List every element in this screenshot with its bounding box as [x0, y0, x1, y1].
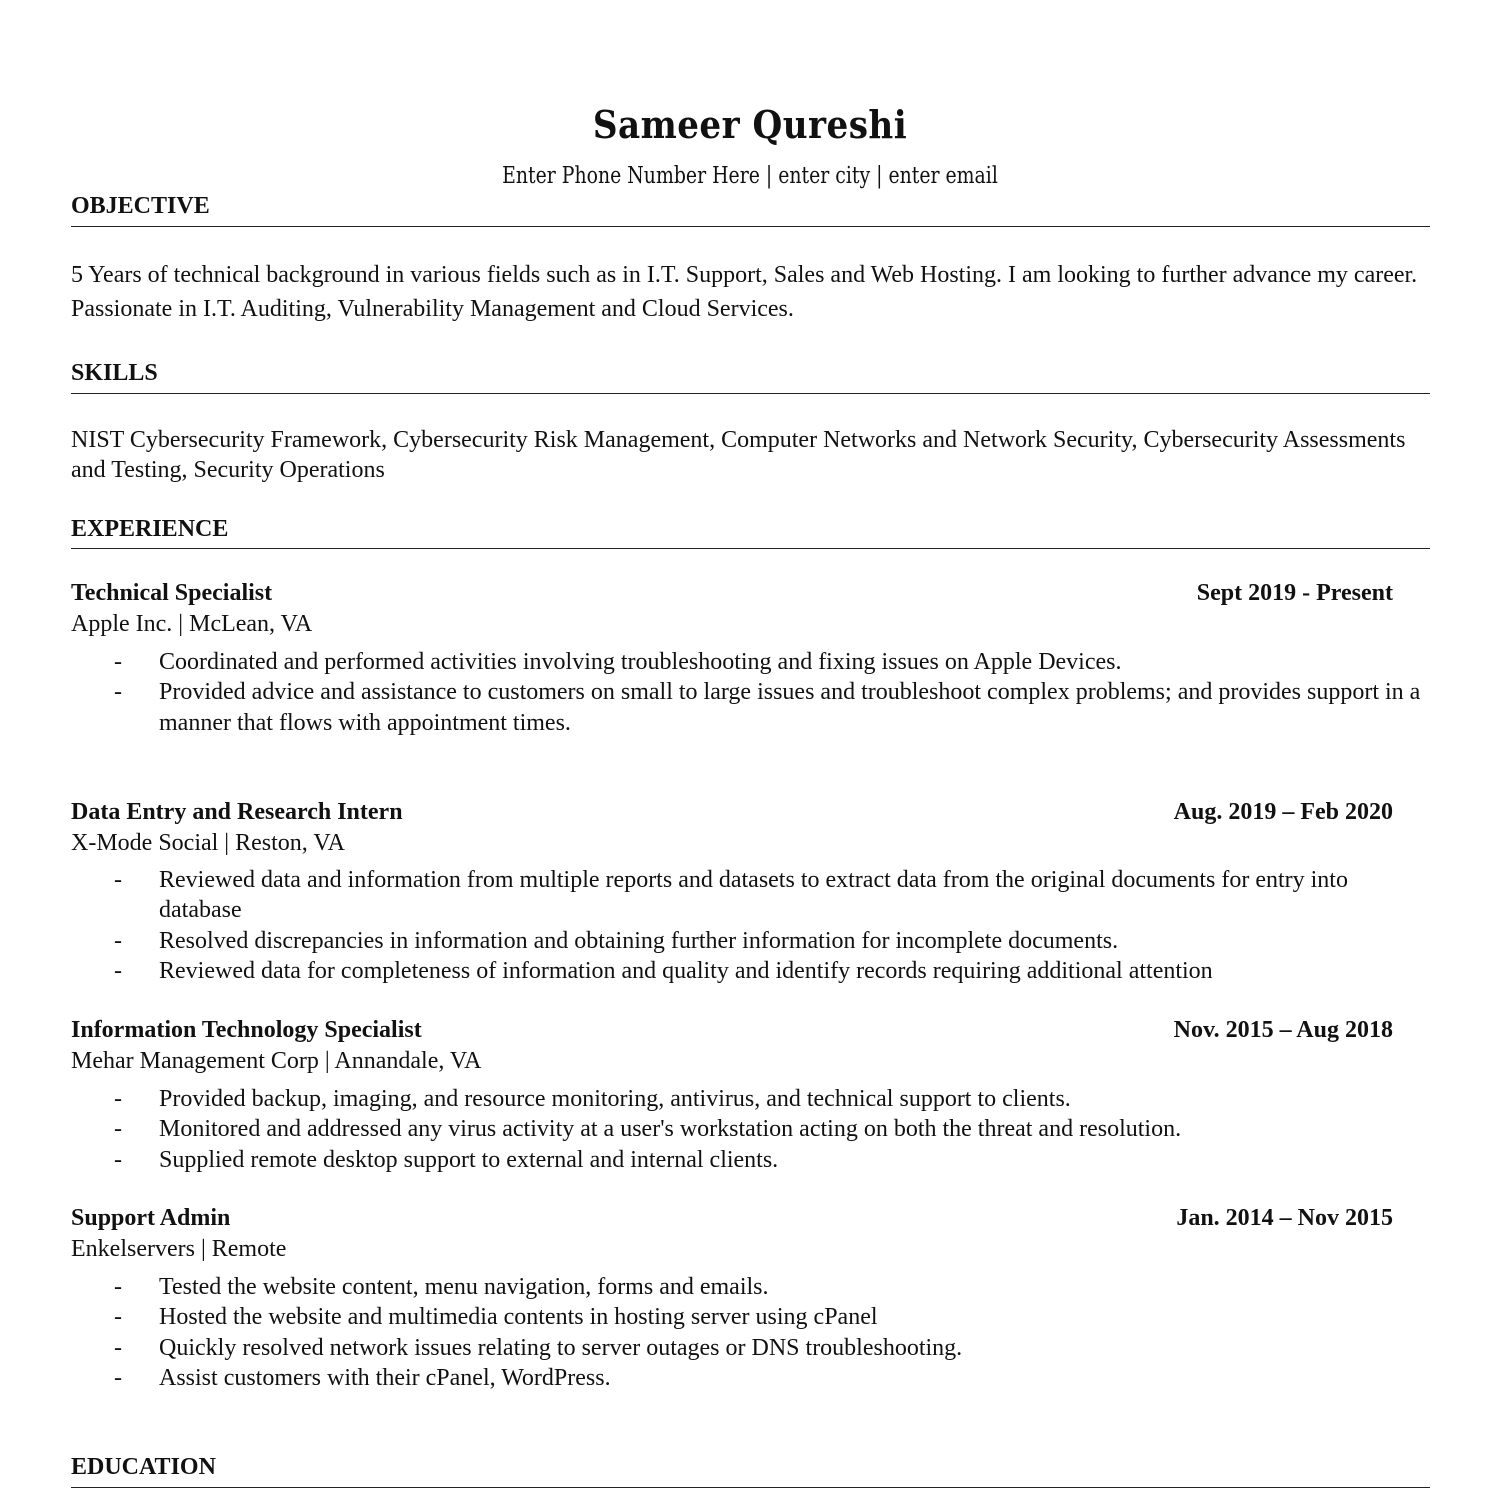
skills-heading: SKILLS	[71, 360, 158, 386]
list-item: - Reviewed data for completeness of information and quality and identify records requiring additional attention	[114, 957, 1213, 984]
education-divider	[71, 1487, 1430, 1488]
experience-heading: EXPERIENCE	[71, 516, 229, 542]
job-title: Technical Specialist	[71, 580, 273, 606]
experience-divider	[71, 548, 1430, 549]
contact-line: Enter Phone Number Here | enter city | enter email	[502, 163, 998, 189]
objective-divider	[71, 226, 1430, 227]
education-heading: EDUCATION	[71, 1454, 216, 1480]
skills-divider	[71, 393, 1430, 394]
job-bullets	[114, 647, 1424, 738]
skills-text: NIST Cybersecurity Framework, Cybersecurity Risk Management, Computer Networks and Network Security, Cybersecurity Assessments and Testing, Security Operations	[71, 427, 1406, 483]
job-dates: Jan. 2014 – Nov 2015	[1176, 1205, 1393, 1231]
job-company: X-Mode Social | Reston, VA	[71, 830, 345, 856]
job-title: Data Entry and Research Intern	[71, 799, 403, 825]
job-company: Enkelservers | Remote	[71, 1236, 287, 1262]
list-item: - Assist customers with their cPanel, WordPress.	[114, 1364, 611, 1391]
job-bullets	[114, 1084, 1424, 1175]
list-item: - Tested the website content, menu navigation, forms and emails.	[114, 1274, 769, 1300]
job-dates: Aug. 2019 – Feb 2020	[1173, 799, 1393, 825]
list-item: - Reviewed data and information from multiple reports and datasets to extract data from the original documents for entry into database	[114, 867, 1348, 924]
job-company: Apple Inc. | McLean, VA	[71, 611, 313, 637]
list-item: - Quickly resolved network issues relating to server outages or DNS troubleshooting.	[114, 1334, 963, 1361]
job-title: Support Admin	[71, 1205, 231, 1231]
candidate-name: Sameer Qureshi	[592, 102, 908, 147]
job-dates: Nov. 2015 – Aug 2018	[1173, 1017, 1393, 1043]
job-company: Mehar Management Corp | Annandale, VA	[71, 1048, 482, 1074]
job-title: Information Technology Specialist	[71, 1017, 422, 1043]
job-dates: Sept 2019 - Present	[1196, 580, 1393, 606]
list-item: - Provided advice and assistance to customers on small to large issues and troubleshoot complex problems; and provides support in a manner that flows with appointment times.	[114, 679, 1421, 736]
list-item: - Provided backup, imaging, and resource monitoring, antivirus, and technical support to clients.	[114, 1086, 1071, 1112]
list-item: - Monitored and addressed any virus activity at a user's workstation acting on both the threat and resolution.	[114, 1116, 1182, 1143]
job-bullets	[114, 865, 1424, 986]
list-item: - Supplied remote desktop support to external and internal clients.	[114, 1146, 779, 1173]
job-bullets	[114, 1272, 1424, 1393]
list-item: - Hosted the website and multimedia contents in hosting server using cPanel	[114, 1304, 878, 1331]
list-item: - Coordinated and performed activities involving troubleshooting and fixing issues on Apple Devices.	[114, 649, 1122, 675]
list-item: - Resolved discrepancies in information and obtaining further information for incomplete documents.	[114, 927, 1119, 954]
objective-text: 5 Years of technical background in various fields such as in I.T. Support, Sales and Web Hosting. I am looking to further advance my career. Passionate in I.T. Auditing, Vulnerability Management and Cloud Services.	[71, 262, 1418, 322]
objective-heading: OBJECTIVE	[71, 193, 210, 219]
